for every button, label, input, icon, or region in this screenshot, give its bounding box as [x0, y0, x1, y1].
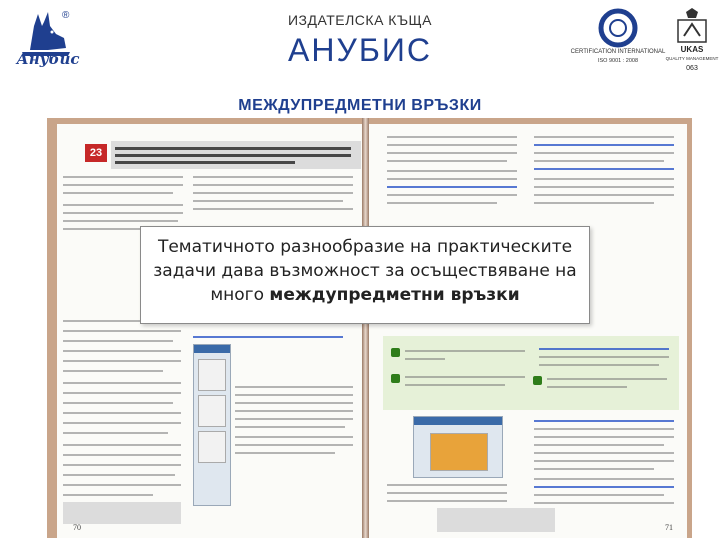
certification-badges — [570, 6, 719, 76]
task-screenshot — [413, 416, 503, 478]
slide-title: МЕЖДУПРЕДМЕТНИ ВРЪЗКИ — [238, 97, 482, 114]
ukas-label: UKAS — [680, 45, 704, 54]
registered-mark: ® — [62, 10, 70, 21]
cert-text: CERTIFICATION INTERNATIONAL — [570, 49, 666, 55]
book-gutter — [362, 118, 369, 538]
publisher-name: ИЗДАТЕЛСКА КЪЩА — [287, 12, 432, 28]
right-page — [369, 124, 687, 538]
iso-line: ISO 9001 : 2008 — [597, 58, 639, 64]
callout-line-3 — [141, 283, 589, 307]
book-spread-image — [47, 118, 692, 538]
left-page-number: 70 — [73, 523, 81, 532]
callout-box — [140, 226, 590, 324]
right-page-number: 71 — [665, 523, 673, 532]
header — [0, 0, 720, 90]
left-footer-box — [63, 502, 181, 524]
callout-line-3-bold: междупредметни връзки — [269, 285, 520, 305]
ukas-sub: QUALITY MANAGEMENT — [665, 56, 719, 61]
right-footer-box — [437, 508, 555, 532]
lesson-heading — [111, 141, 361, 169]
logo-text: Анубис — [16, 50, 80, 68]
callout-line-3-plain: много — [210, 285, 270, 305]
ukas-icon — [666, 8, 719, 72]
brand-title: АНУБИС — [288, 32, 432, 68]
callout-line-1: Тематичното разнообразие на практическите — [157, 237, 573, 257]
lesson-number-badge: 23 — [85, 144, 107, 162]
ukas-number: 063 — [686, 65, 698, 72]
callout-line-2: задачи дава възможност за осъществяване на — [153, 261, 577, 281]
powerpoint-screenshot — [193, 344, 231, 506]
tasks-box — [383, 336, 679, 410]
left-page — [57, 124, 362, 538]
